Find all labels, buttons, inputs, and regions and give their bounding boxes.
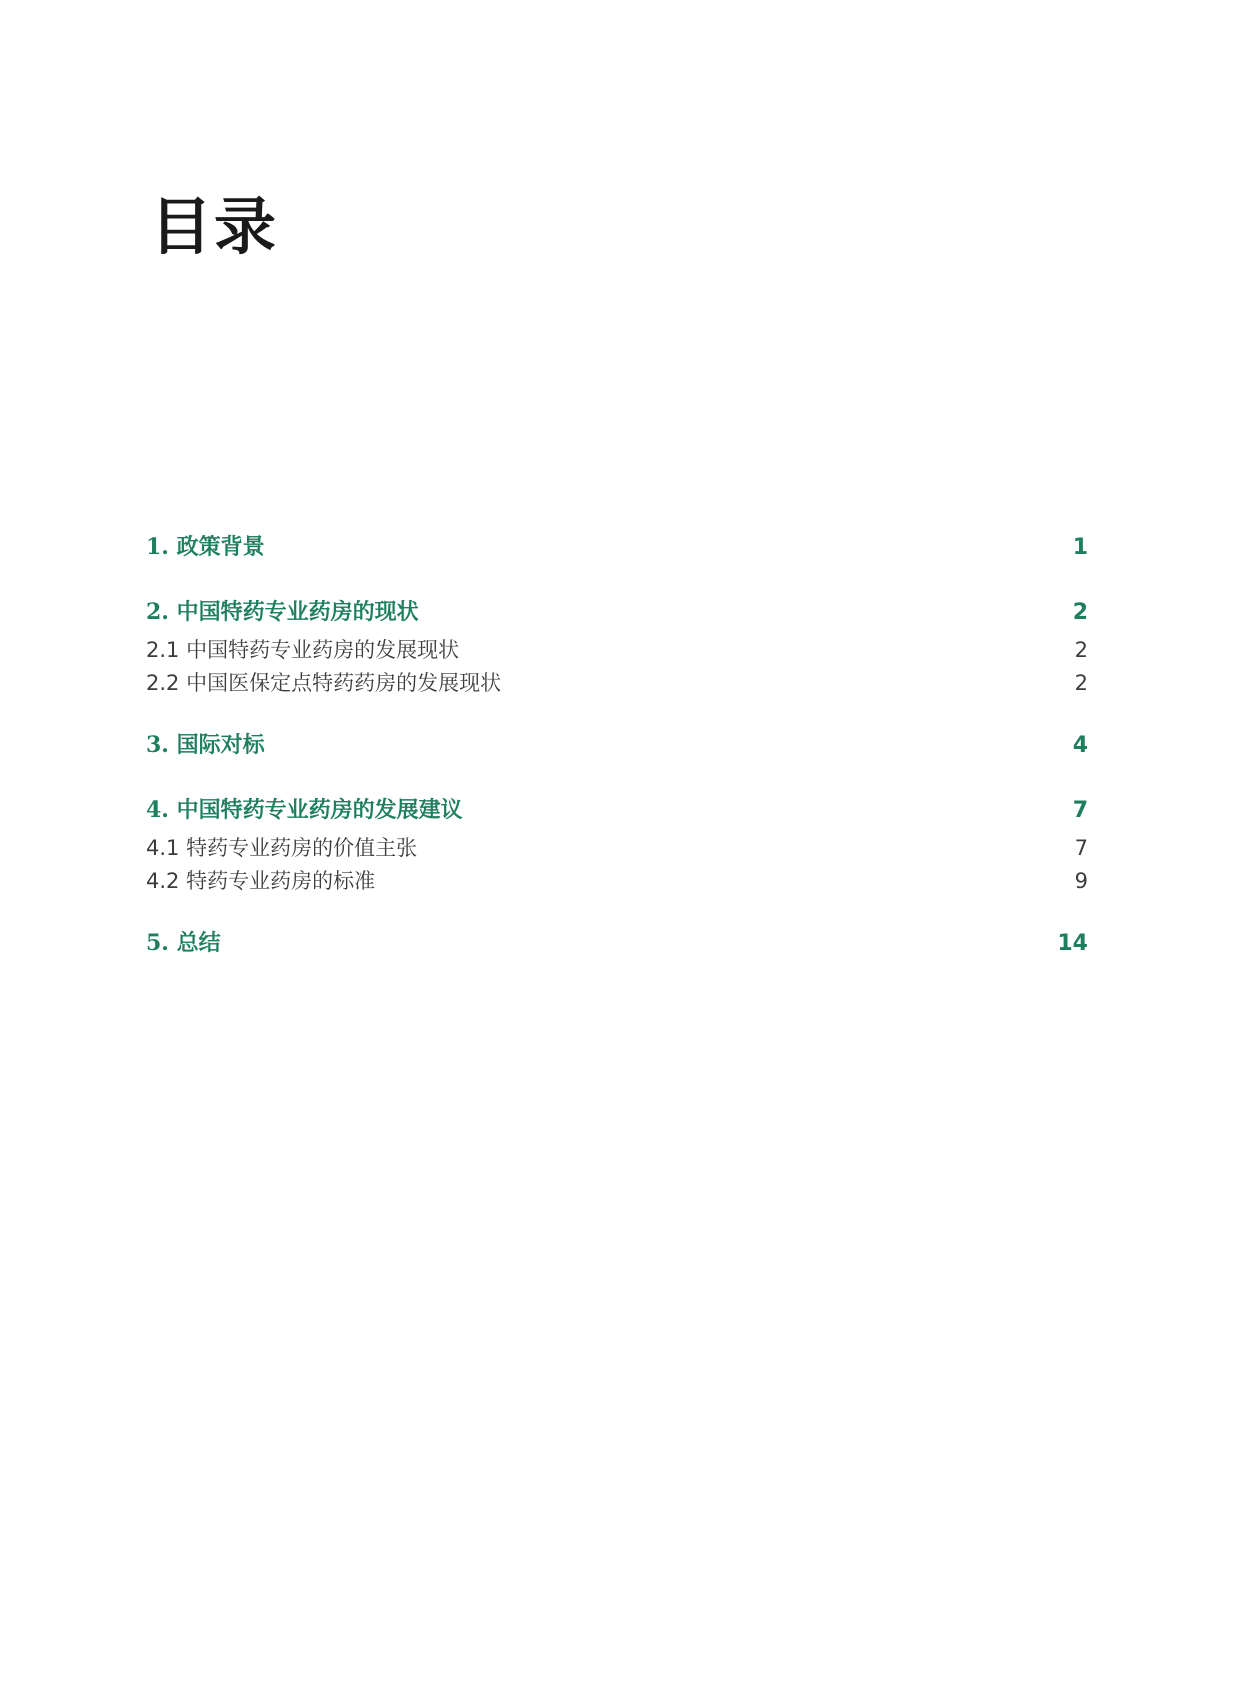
toc-subentry-4-2[interactable] — [146, 865, 1088, 898]
page-title: 目录 — [150, 190, 279, 263]
toc-subentry-4-1[interactable] — [146, 832, 1088, 865]
toc-section-4 — [146, 791, 1088, 898]
toc-section-1 — [146, 528, 1088, 567]
toc-entry-page-number: 2 — [1072, 600, 1088, 625]
toc-entry-development-suggestions[interactable] — [146, 791, 1088, 830]
toc-section-3 — [146, 726, 1088, 765]
toc-entry-international-benchmark[interactable] — [146, 726, 1088, 765]
toc-entry-label: 1. 政策背景 — [146, 534, 265, 560]
toc-entry-label: 4.2 特药专业药房的标准 — [146, 869, 376, 893]
toc-entry-label: 3. 国际对标 — [146, 732, 265, 758]
toc-entry-page-number: 1 — [1072, 535, 1088, 560]
toc-entry-label: 2. 中国特药专业药房的现状 — [146, 599, 419, 625]
toc-entry-label: 2.1 中国特药专业药房的发展现状 — [146, 638, 460, 662]
toc-entry-page-number: 7 — [1074, 836, 1088, 860]
toc-entry-policy-background[interactable] — [146, 528, 1088, 567]
toc-entry-label: 4. 中国特药专业药房的发展建议 — [146, 797, 463, 823]
toc-subentry-2-1[interactable] — [146, 634, 1088, 667]
table-of-contents — [146, 528, 1088, 989]
toc-entry-page-number: 7 — [1072, 798, 1088, 823]
toc-entry-page-number: 2 — [1074, 671, 1088, 695]
toc-section-2 — [146, 593, 1088, 700]
toc-entry-label: 5. 总结 — [146, 930, 221, 956]
toc-entry-current-status[interactable] — [146, 593, 1088, 632]
toc-entry-page-number: 14 — [1057, 931, 1088, 956]
toc-subentry-2-2[interactable] — [146, 667, 1088, 700]
toc-entry-page-number: 9 — [1074, 869, 1088, 893]
toc-entry-label: 4.1 特药专业药房的价值主张 — [146, 836, 418, 860]
toc-entry-page-number: 4 — [1072, 733, 1088, 758]
toc-section-5 — [146, 924, 1088, 963]
toc-entry-label: 2.2 中国医保定点特药药房的发展现状 — [146, 671, 502, 695]
toc-entry-summary[interactable] — [146, 924, 1088, 963]
toc-entry-page-number: 2 — [1074, 638, 1088, 662]
